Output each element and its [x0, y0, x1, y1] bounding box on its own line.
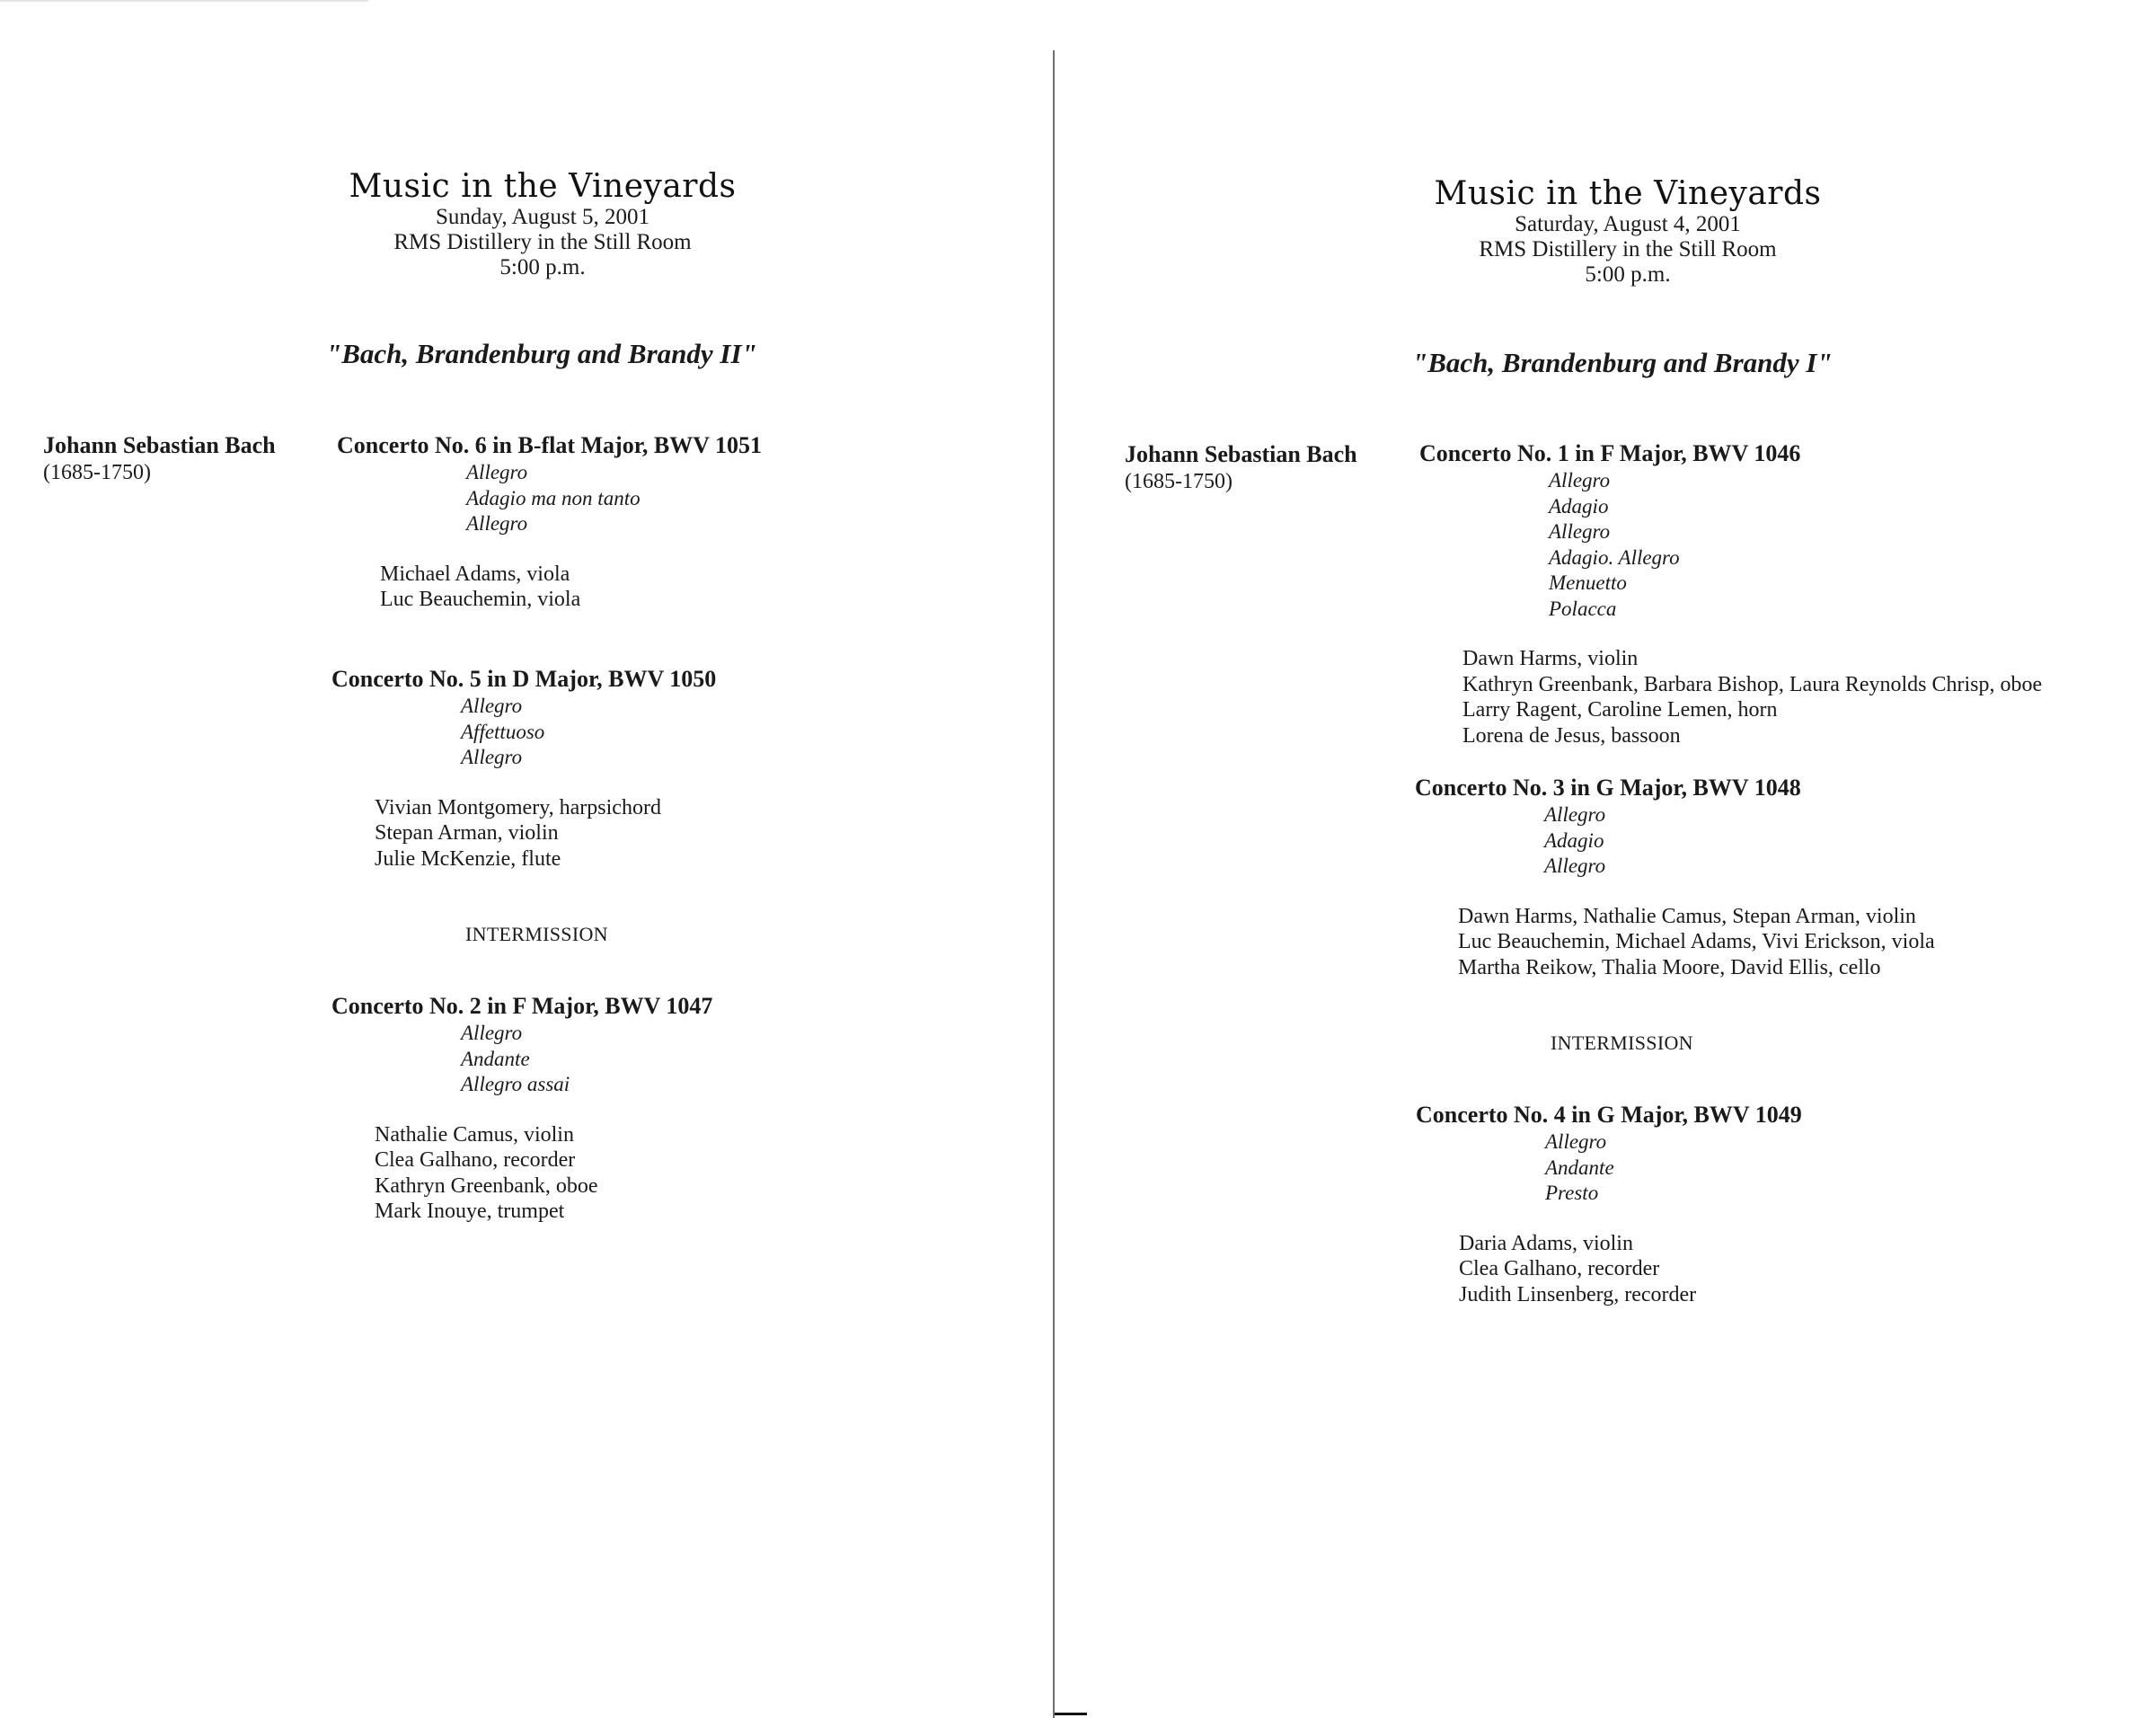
- performer: Dawn Harms, Nathalie Camus, Stepan Arman, violin: [1458, 904, 1916, 928]
- performer: Mark Inouye, trumpet: [375, 1200, 565, 1223]
- performer: Martha Reikow, Thalia Moore, David Ellis, cello: [1458, 955, 1881, 979]
- concert-venue: RMS Distillery in the Still Room: [393, 230, 692, 254]
- work-block: [1416, 1102, 1802, 1307]
- performer: Judith Linsenberg, recorder: [1459, 1282, 1697, 1306]
- movement: Affettuoso: [461, 720, 545, 743]
- series-title: Music in the Vineyards: [349, 168, 737, 205]
- page-fold-line: [1053, 50, 1055, 1718]
- intermission-label: INTERMISSION: [465, 923, 608, 945]
- performer-list: [380, 562, 762, 613]
- concert-date: Saturday, August 4, 2001: [1515, 212, 1741, 236]
- intermission-label: INTERMISSION: [1551, 1032, 1693, 1054]
- movement: Allegro: [1549, 520, 1611, 543]
- performer: Stepan Arman, violin: [375, 821, 559, 845]
- movement-list: [461, 694, 716, 771]
- movement: Polacca: [1549, 597, 1617, 620]
- program-page-right: [1056, 0, 2156, 1718]
- composer: [43, 432, 276, 486]
- performer: Larry Ragent, Caroline Lemen, horn: [1462, 698, 1778, 722]
- concert-time: 5:00 p.m.: [1585, 262, 1671, 287]
- performer: Clea Galhano, recorder: [375, 1148, 576, 1172]
- movement: Allegro: [461, 1022, 523, 1044]
- movement: Allegro: [466, 512, 528, 535]
- performer: Julie McKenzie, flute: [375, 846, 561, 871]
- movement: Allegro: [461, 695, 523, 717]
- movement: Andante: [461, 1047, 530, 1070]
- work-block: [1415, 775, 1935, 980]
- work-title: Concerto No. 4 in G Major, BWV 1049: [1416, 1102, 1802, 1128]
- work-title: Concerto No. 2 in F Major, BWV 1047: [331, 993, 713, 1019]
- movement: Allegro: [461, 746, 523, 768]
- movement: Allegro: [466, 461, 528, 483]
- performer: Kathryn Greenbank, oboe: [375, 1173, 598, 1198]
- performer-list: [1458, 904, 1935, 981]
- movement-list: [1549, 468, 2042, 622]
- program-header: [273, 169, 812, 280]
- performer: Kathryn Greenbank, Barbara Bishop, Laura Reynolds Chrisp, oboe: [1462, 672, 2043, 696]
- work-block: [331, 993, 712, 1225]
- composer: [1125, 441, 1357, 495]
- movement: Allegro: [1544, 803, 1606, 826]
- performer-list: [375, 1122, 712, 1225]
- performer-list: [375, 795, 716, 872]
- movement: Menuetto: [1549, 571, 1627, 594]
- composer-name: Johann Sebastian Bach: [1125, 441, 1357, 467]
- performer-list: [1459, 1231, 1802, 1308]
- composer-name: Johann Sebastian Bach: [43, 432, 276, 458]
- performer-list: [1462, 646, 2042, 748]
- performer: Vivian Montgomery, harpsichord: [375, 795, 661, 819]
- performer: Dawn Harms, violin: [1462, 647, 1639, 670]
- movement-list: [1544, 802, 1935, 880]
- movement: Andante: [1545, 1156, 1614, 1179]
- program-page-left: [0, 0, 1051, 1718]
- work-title: Concerto No. 5 in D Major, BWV 1050: [331, 666, 717, 692]
- series-title: Music in the Vineyards: [1434, 175, 1822, 212]
- movement: Presto: [1545, 1182, 1599, 1204]
- movement: Allegro assai: [461, 1073, 570, 1095]
- movement: Allegro: [1549, 469, 1611, 491]
- movement: Adagio: [1549, 494, 1609, 518]
- concert-time: 5:00 p.m.: [499, 255, 586, 279]
- performer: Luc Beauchemin, viola: [380, 588, 581, 611]
- performer: Clea Galhano, recorder: [1459, 1257, 1660, 1280]
- movement: Allegro: [1544, 855, 1606, 877]
- concert-date: Sunday, August 5, 2001: [436, 205, 649, 229]
- work-title: Concerto No. 6 in B-flat Major, BWV 1051: [337, 432, 763, 458]
- movement: Adagio. Allegro: [1549, 545, 1680, 569]
- movement-list: [466, 460, 762, 537]
- movement-list: [1545, 1129, 1802, 1207]
- work-block: [1419, 440, 2042, 748]
- performer: Lorena de Jesus, bassoon: [1462, 723, 1681, 748]
- performer: Nathalie Camus, violin: [375, 1122, 574, 1147]
- program-header: [1358, 176, 1897, 288]
- work-title: Concerto No. 3 in G Major, BWV 1048: [1415, 775, 1801, 801]
- composer-dates: (1685-1750): [43, 461, 151, 484]
- concert-venue: RMS Distillery in the Still Room: [1479, 237, 1777, 261]
- work-title: Concerto No. 1 in F Major, BWV 1046: [1419, 440, 1801, 466]
- work-block: [331, 666, 716, 872]
- performer: Luc Beauchemin, Michael Adams, Vivi Erickson, viola: [1458, 930, 1935, 953]
- movement: Allegro: [1545, 1130, 1607, 1153]
- performer: Daria Adams, violin: [1459, 1231, 1633, 1255]
- composer-dates: (1685-1750): [1125, 470, 1233, 493]
- concert-title: "Bach, Brandenburg and Brandy I": [1412, 347, 1833, 378]
- work-block: [337, 432, 762, 613]
- movement-list: [461, 1021, 712, 1098]
- concert-title: "Bach, Brandenburg and Brandy II": [326, 338, 757, 369]
- performer: Michael Adams, viola: [380, 562, 570, 586]
- movement: Adagio ma non tanto: [466, 486, 641, 509]
- movement: Adagio: [1544, 828, 1604, 852]
